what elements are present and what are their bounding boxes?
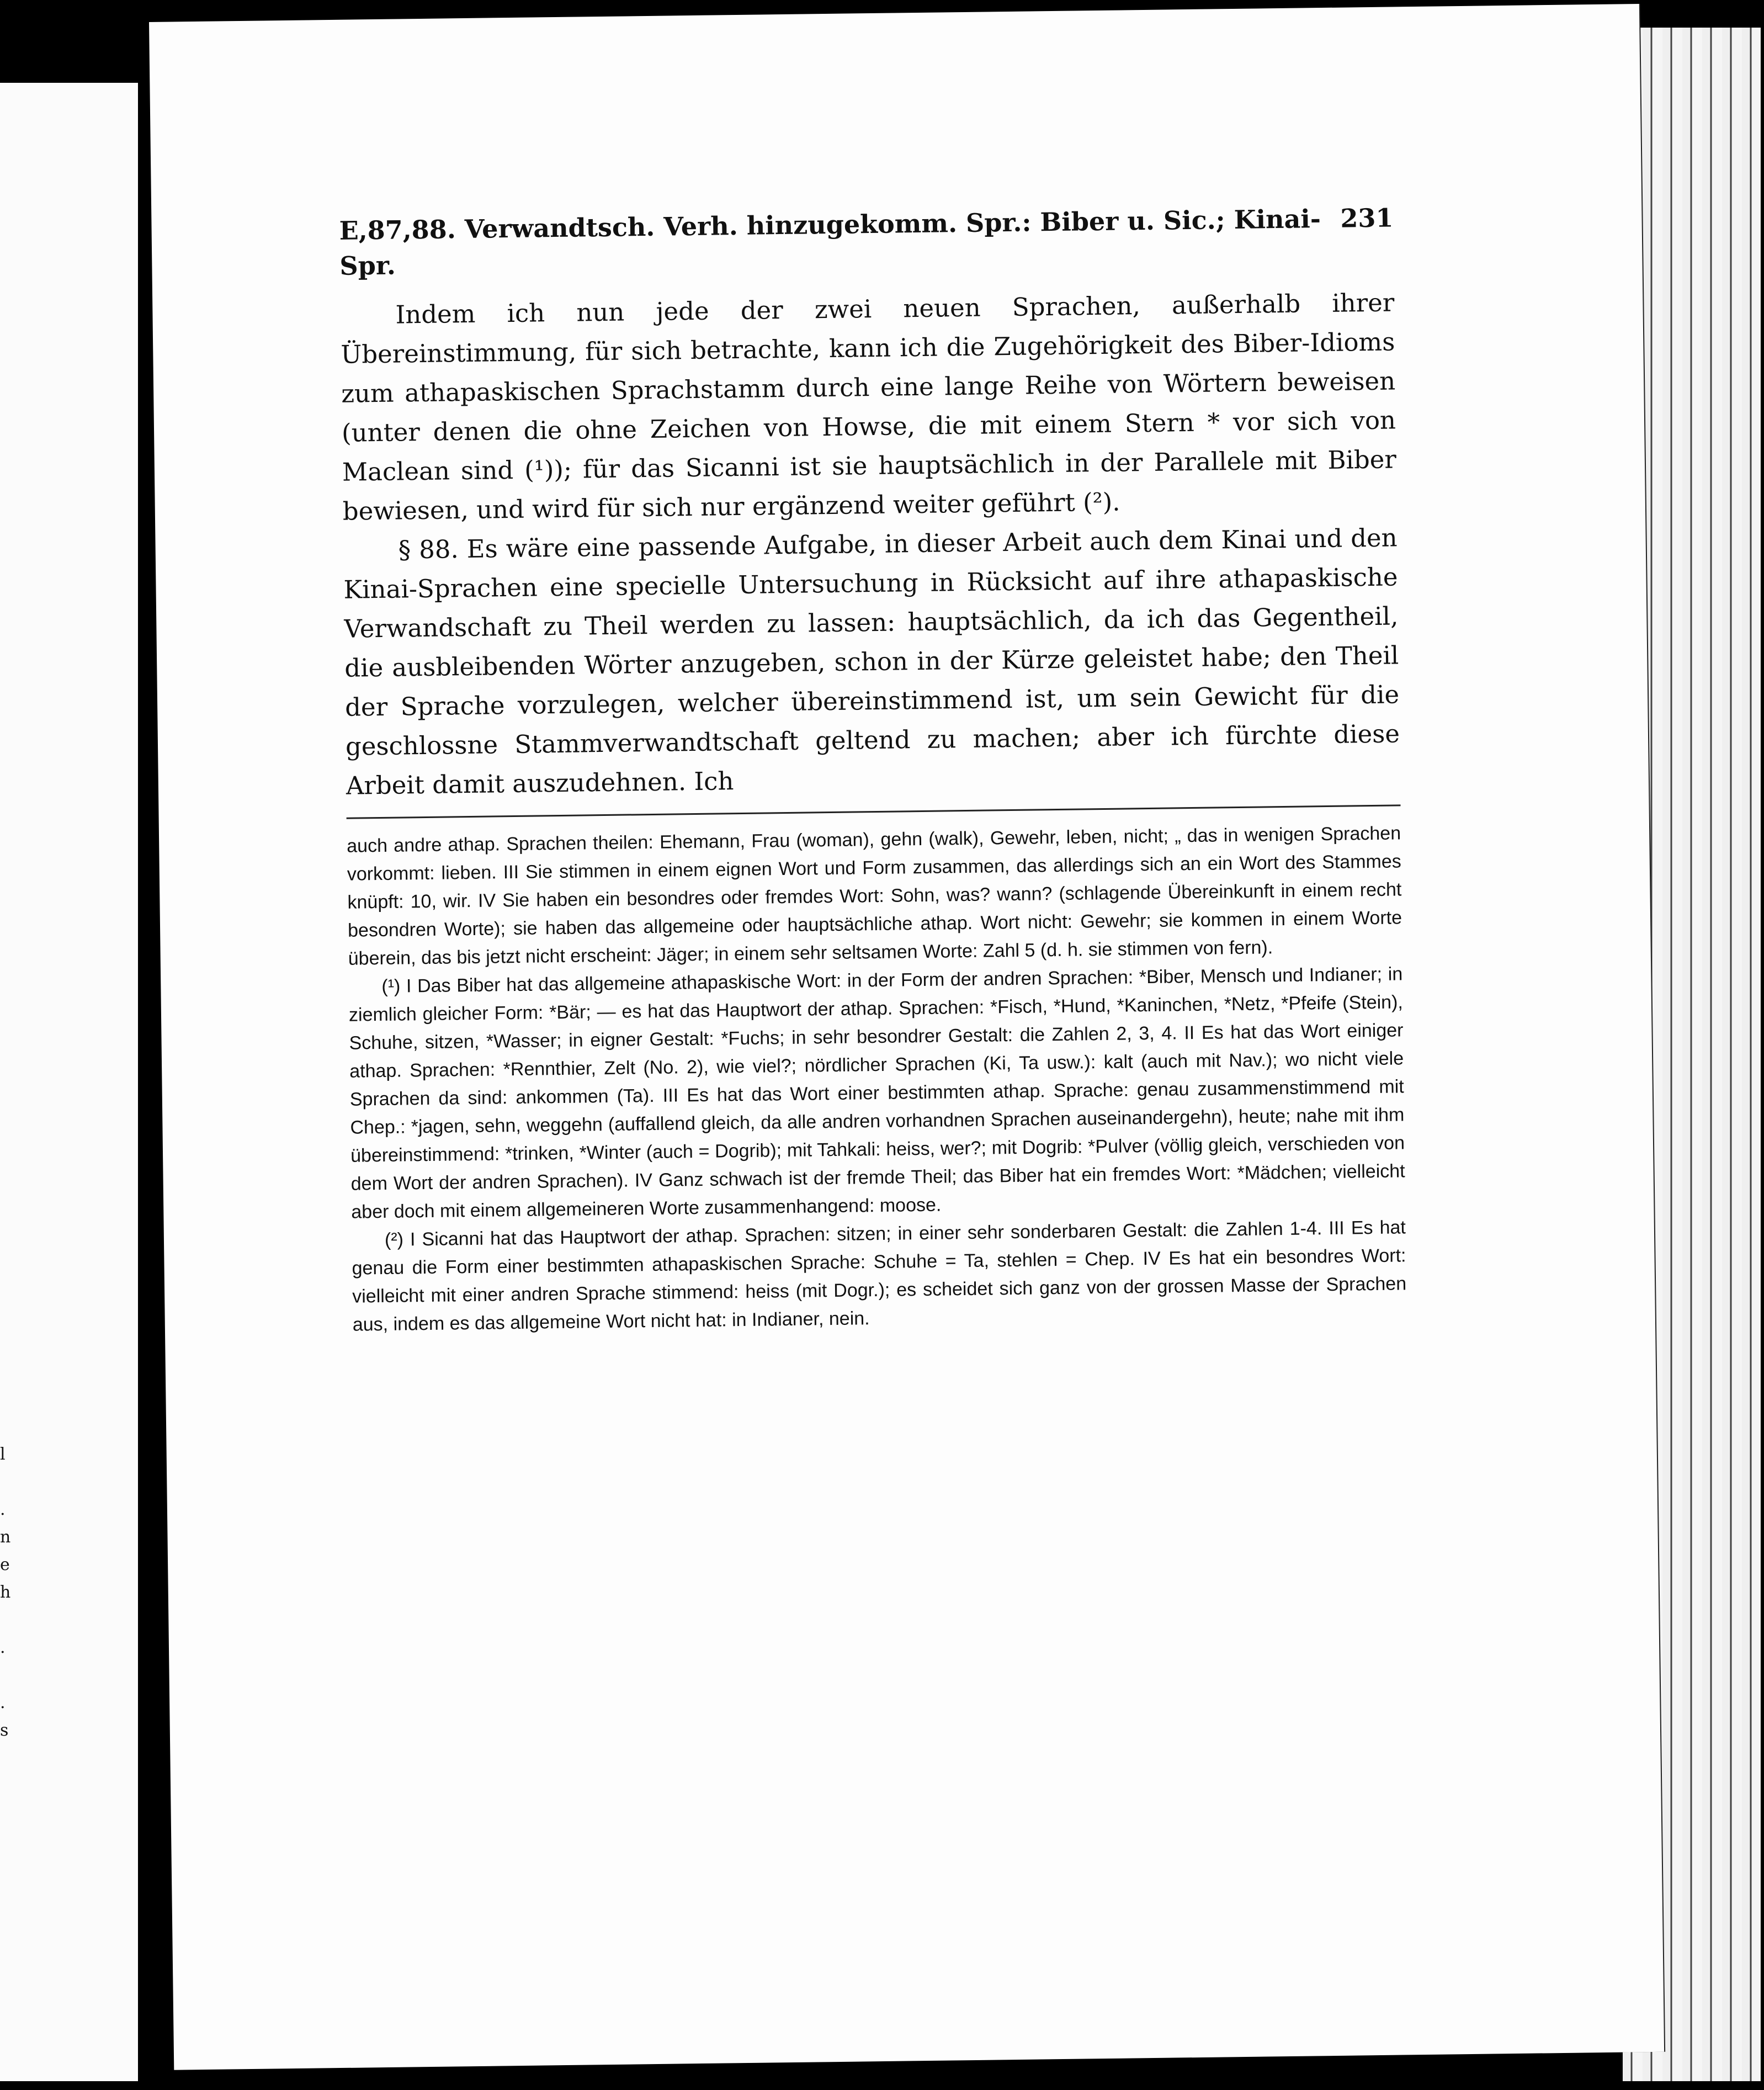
footnote-separator (347, 804, 1401, 819)
page-number: 231 (1340, 203, 1394, 234)
footnote-1: (¹) I Das Biber hat das allgemeine athapaskische Wort: in der Form der andren Sprachen: *Biber, Mensch und Indianer; in ziemlich gleicher Form: *Bär; — es hat das Hauptwort der athap. Sprachen: *Fisch, *Hund, *Kaninchen, *Netz, *Pfeife (Stein), Schuhe, sitzen, *Wasser; in eigner Gestalt: *Fuchs; in sehr besondrer Gestalt: die Zahlen 2, 3, 4. II Es hat das Wort einiger athap. Sprachen: *Rennthier, Zelt (No. 2), wie viel?; nördlicher Sprachen (Ki, Ta usw.): kalt (auch mit Nav.); wo nicht viele Sprachen da sind: ankommen (Ta). III Es hat das Wort einer bestimmten athap. Sprache: genau zusammenstimmend mit Chep.: *jagen, sehn, weggehn (auffallend gleich, da alle andren vorhandnen Sprachen auseinandergehn), heute; nahe mit ihm übereinstimmend: *trinken, *Winter (auch = Dogrib); mit Tahkali: heiss, wer?; mit Dogrib: *Pulver (völlig gleich, verschieden von dem Wort der andren Sprachen). IV Ganz schwach ist der fremde Theil; das Biber hat ein fremdes Wort: *Mädchen; vielleicht aber doch mit einem allgemeineren Worte zusammenhangend: moose. (348, 963, 1405, 1223)
left-page-edge (0, 83, 138, 2081)
footnote-continuation: auch andre athap. Sprachen theilen: Ehemann, Frau (woman), gehn (walk), Gewehr, leben, nicht; „ das in wenigen Sprachen vorkommt: lieben. III Sie stimmen in einem eignen Wort und Form zusammen, das allerdings sich an ein Wort des Stammes knüpft: 10, wir. IV Sie haben ein besondres oder fremdes Wort: Sohn, was? wann? (schlagende Übereinkunft in einem recht besondren Worte); sie haben das allgemeine oder hauptsächliche athap. Wort nicht: Gewehr; sie kommen in einem Worte überein, das bis jetzt nicht erscheint: Jäger; in einem sehr seltsamen Worte: Zahl 5 (d. h. sie stimmen von fern). (347, 823, 1402, 969)
running-head (339, 200, 1394, 283)
running-head-title: E,87,88. Verwandtsch. Verh. hinzugekomm. Spr.: Biber u. Sic.; Kinai-Spr. (339, 204, 1321, 281)
book-page (149, 4, 1664, 2070)
left-page-margin-letters: l . n e h . . s (0, 1445, 11, 1740)
body-paragraph-1: Indem ich nun jede der zwei neuen Sprachen, außerhalb ihrer Übereinstimmung, für sich betrachte, kann ich die Zugehörigkeit des Biber-Idioms zum athapaskischen Sprachstamm durch eine lange Reihe von Wörtern beweisen (unter denen die ohne Zeichen von Howse, die mit einem Stern * vor sich von Maclean sind (¹)); für das Sicanni ist sie hauptsächlich in der Parallele mit Biber bewiesen, und wird für sich nur ergänzend weiter geführt (²). (341, 288, 1397, 526)
page-content (339, 200, 1407, 1339)
body-paragraph-2: § 88. Es wäre eine passende Aufgabe, in dieser Arbeit auch dem Kinai und den Kinai-Sprachen eine specielle Untersuchung in Rücksicht auf ihre athapaskische Verwandschaft zu Theil werden zu lassen: hauptsächlich, da ich das Gegentheil, die ausbleibenden Wörter anzugeben, schon in der Kürze geleistet habe; den Theil der Sprache vorzulegen, welcher übereinstimmend ist, um sein Gewicht für die geschlossne Stammverwandtschaft geltend zu machen; aber ich fürchte diese Arbeit damit auszudehnen. Ich (343, 523, 1400, 800)
footnote-2: (²) I Sicanni hat das Hauptwort der athap. Sprachen: sitzen; in einer sehr sonderbaren Gestalt: die Zahlen 1-4. III Es hat genau die Form einer bestimmten athapaskischen Sprache: Schuhe = Ta, stehlen = Chep. IV Es hat ein besondres Wort: vielleicht mit einer andren Sprache stimmend: heiss (mit Dogr.); es scheidet sich ganz von der grossen Masse der Sprachen aus, indem es das allgemeine Wort nicht hat: in Indianer, nein. (352, 1217, 1407, 1335)
